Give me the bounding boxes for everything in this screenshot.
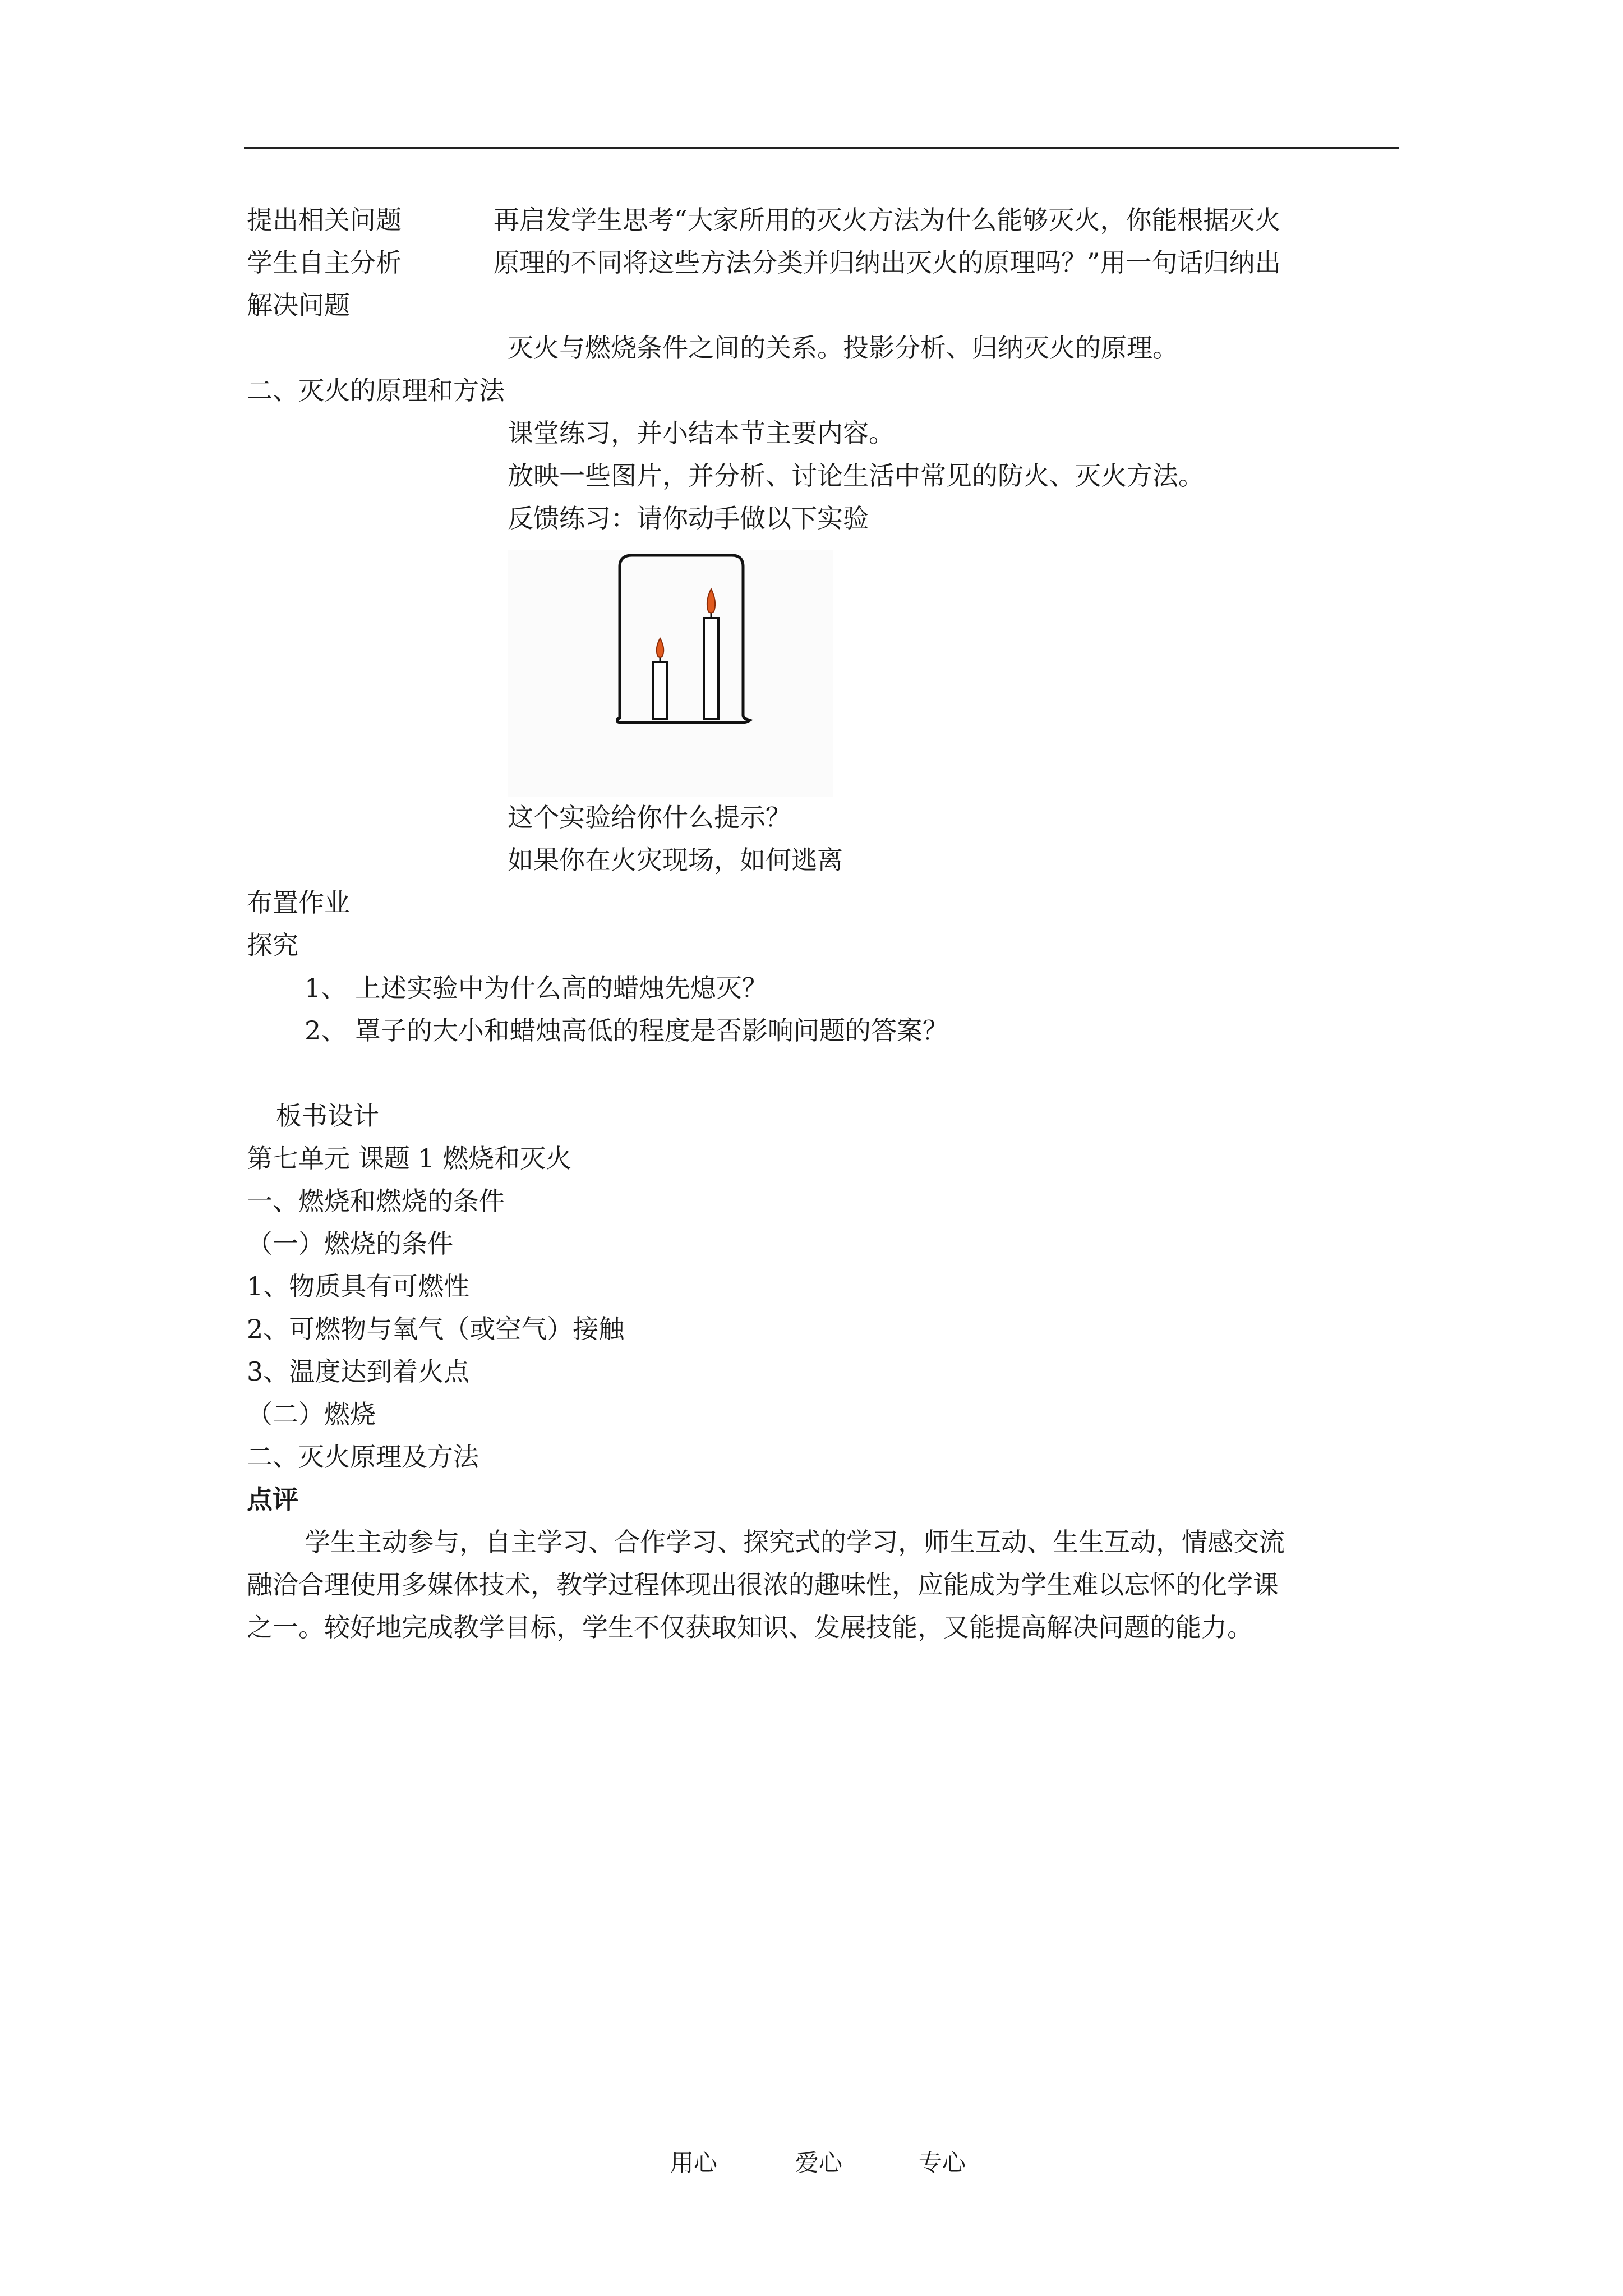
tall-candle bbox=[704, 618, 718, 719]
board-design-title: 第七单元 课题 1 燃烧和灭火 bbox=[247, 1143, 572, 1174]
activity-line-3: 反馈练习：请你动手做以下实验 bbox=[508, 503, 869, 533]
board-line-2: （一）燃烧的条件 bbox=[247, 1228, 453, 1259]
review-line-1: 学生主动参与，自主学习、合作学习、探究式的学习，师生互动、生生互动，情感交流 bbox=[305, 1527, 1285, 1557]
homework-subheading: 探究 bbox=[247, 930, 298, 960]
footer-word-3: 专心 bbox=[919, 2149, 966, 2177]
short-candle bbox=[653, 662, 667, 719]
activity-line-2: 放映一些图片，并分析、讨论生活中常见的防火、灭火方法。 bbox=[508, 461, 1204, 491]
paragraph-line-3: 灭火与燃烧条件之间的关系。投影分析、归纳灭火的原理。 bbox=[508, 333, 1178, 363]
candles-under-jar-icon bbox=[508, 550, 833, 797]
experiment-figure bbox=[508, 550, 833, 797]
footer-word-1: 用心 bbox=[670, 2149, 718, 2177]
after-figure-line-2: 如果你在火灾现场，如何逃离 bbox=[508, 845, 843, 875]
paragraph-line-2: 原理的不同将这些方法分类并归纳出灭火的原理吗？”用一句话归纳出 bbox=[494, 247, 1281, 278]
review-line-3: 之一。较好地完成教学目标，学生不仅获取知识、发展技能，又能提高解决问题的能力。 bbox=[247, 1612, 1253, 1642]
board-line-6: （二）燃烧 bbox=[247, 1399, 376, 1429]
board-line-7: 二、灭火原理及方法 bbox=[247, 1442, 479, 1472]
board-line-3: 1、物质具有可燃性 bbox=[247, 1271, 470, 1301]
footer-word-2: 爱心 bbox=[795, 2149, 843, 2177]
board-design-heading: 板书设计 bbox=[276, 1101, 379, 1131]
board-line-4: 2、可燃物与氧气（或空气）接触 bbox=[247, 1314, 625, 1344]
board-line-1: 一、燃烧和燃烧的条件 bbox=[247, 1186, 505, 1216]
header-rule bbox=[244, 147, 1399, 149]
paragraph-line-1: 再启发学生思考“大家所用的灭火方法为什么能够灭火，你能根据灭火 bbox=[494, 205, 1281, 235]
review-line-2: 融洽合理使用多媒体技术，教学过程体现出很浓的趣味性，应能成为学生难以忘怀的化学课 bbox=[247, 1570, 1279, 1600]
after-figure-line-1: 这个实验给你什么提示？ bbox=[508, 802, 791, 832]
section-two-heading: 二、灭火的原理和方法 bbox=[247, 375, 505, 406]
label-raise-question: 提出相关问题 bbox=[247, 205, 402, 235]
homework-item-2: 2、 罩子的大小和蜡烛高低的程度是否影响问题的答案？ bbox=[305, 1015, 948, 1046]
activity-line-1: 课堂练习，并小结本节主要内容。 bbox=[508, 418, 895, 448]
review-heading: 点评 bbox=[247, 1484, 298, 1515]
board-line-5: 3、温度达到着火点 bbox=[247, 1356, 470, 1387]
label-solve-problem: 解决问题 bbox=[247, 290, 350, 320]
homework-item-1: 1、 上述实验中为什么高的蜡烛先熄灭？ bbox=[305, 973, 768, 1003]
homework-heading: 布置作业 bbox=[247, 887, 350, 918]
label-student-analysis: 学生自主分析 bbox=[247, 247, 402, 278]
